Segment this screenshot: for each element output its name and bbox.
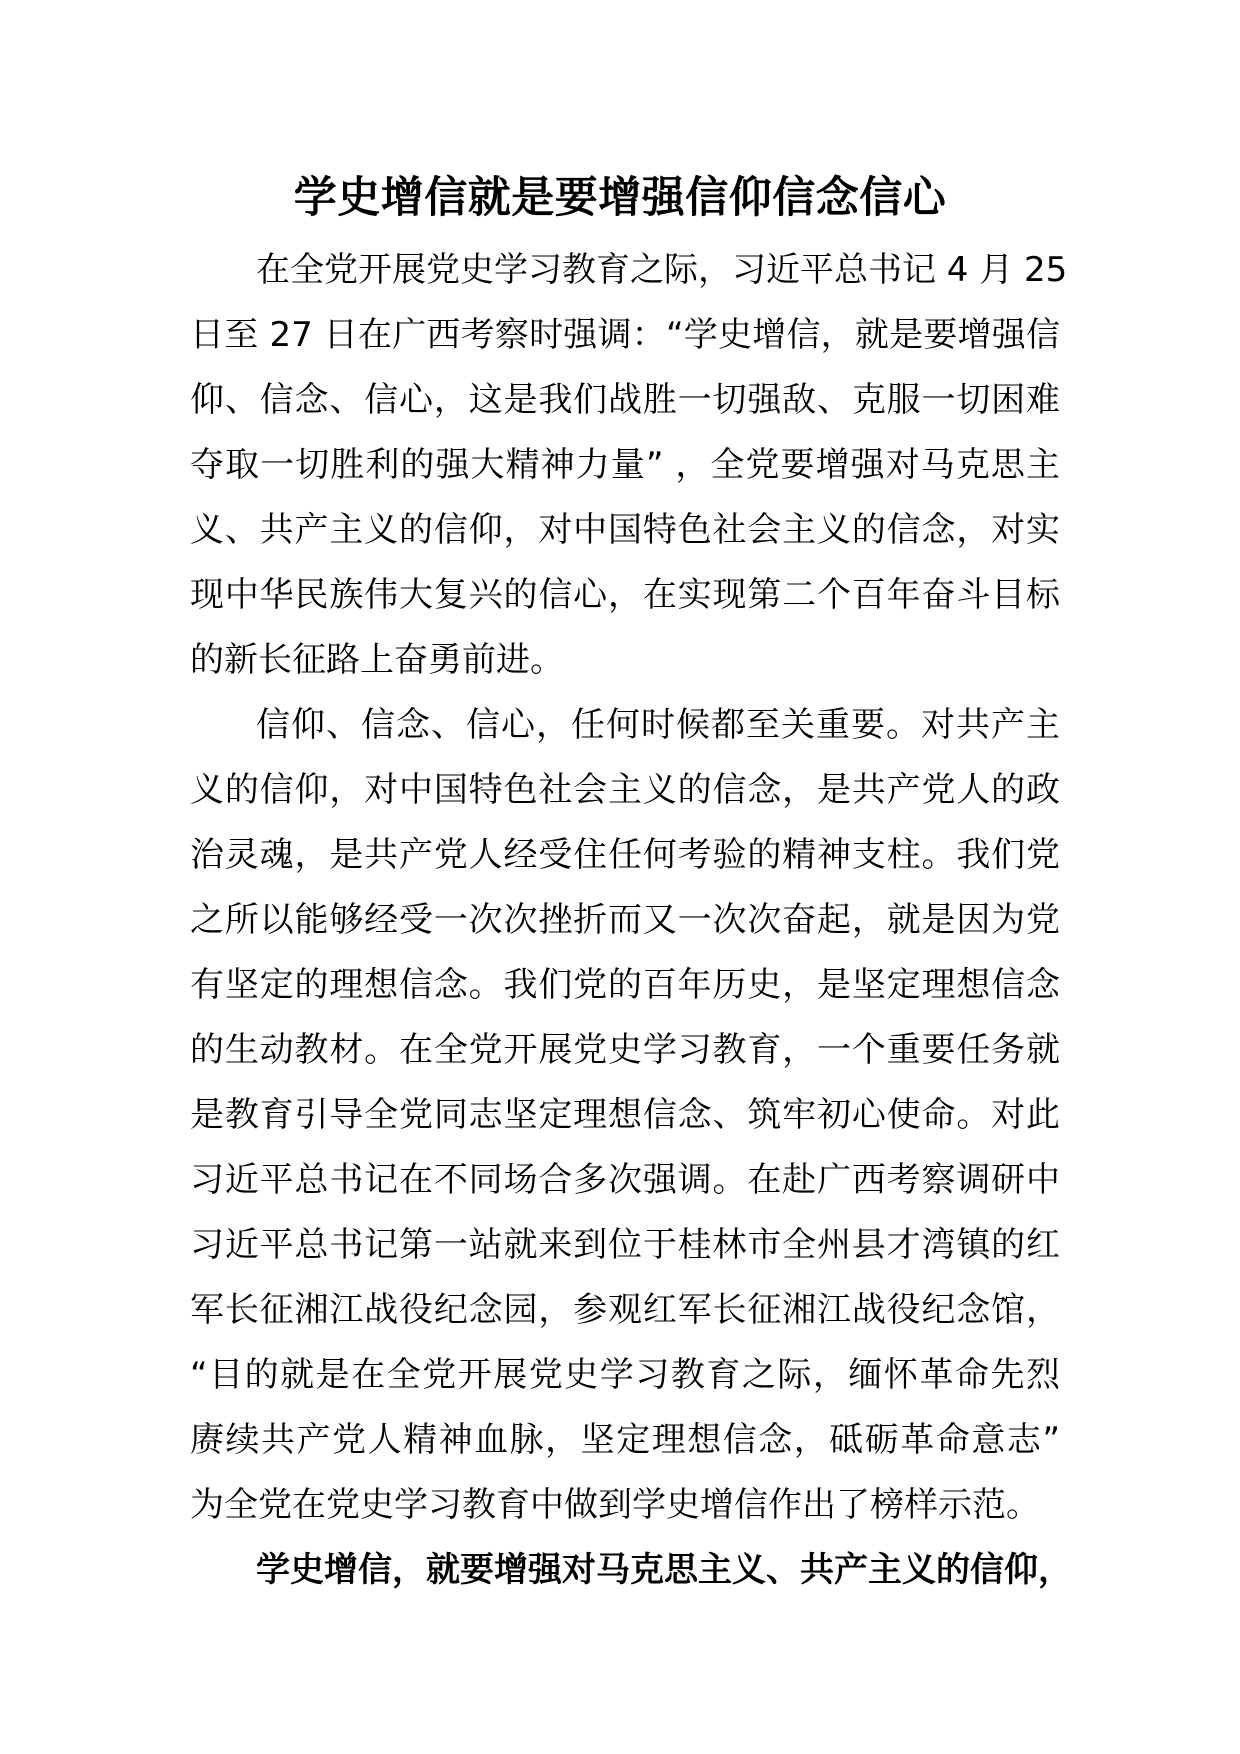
paragraph-line: 仰、信念、信心，这是我们战胜一切强敌、克服一切困难 xyxy=(190,380,1060,420)
paragraph-line: 在全党开展党史学习教育之际，习近平总书记 4 月 25 xyxy=(256,250,1068,290)
paragraph-line: 治灵魂，是共产党人经受住任何考验的精神支柱。我们党 xyxy=(190,835,1060,875)
paragraph-line: 习近平总书记第一站就来到位于桂林市全州县才湾镇的红 xyxy=(190,1225,1060,1265)
paragraph-line: 军长征湘江战役纪念园，参观红军长征湘江战役纪念馆， xyxy=(190,1290,1060,1330)
paragraph-line: 的生动教材。在全党开展党史学习教育，一个重要任务就 xyxy=(190,1030,1060,1070)
paragraph-line: 现中华民族伟大复兴的信心，在实现第二个百年奋斗目标 xyxy=(190,575,1060,615)
paragraph-line: 之所以能够经受一次次挫折而又一次次奋起，就是因为党 xyxy=(190,900,1060,940)
paragraph-line: 信仰、信念、信心，任何时候都至关重要。对共产主 xyxy=(256,705,1060,745)
document-body xyxy=(190,238,1072,1603)
paragraph-line: 日至 27 日在广西考察时强调：“学史增信，就是要增强信 xyxy=(190,315,1060,355)
paragraph-line: 赓续共产党人精神血脉，坚定理想信念，砥砺革命意志” xyxy=(190,1420,1060,1460)
paragraph-line: 义、共产主义的信仰，对中国特色社会主义的信念，对实 xyxy=(190,510,1060,550)
paragraph-line: 的新长征路上奋勇前进。 xyxy=(190,640,564,680)
paragraph-line: 是教育引导全党同志坚定理想信念、筑牢初心使命。对此 xyxy=(190,1095,1060,1135)
paragraph-line: 为全党在党史学习教育中做到学史增信作出了榜样示范。 xyxy=(190,1485,1040,1525)
section-lead-line: 学史增信，就要增强对马克思主义、共产主义的信仰， xyxy=(256,1550,1072,1590)
paragraph-line: 义的信仰，对中国特色社会主义的信念，是共产党人的政 xyxy=(190,770,1060,810)
document-title: 学史增信就是要增强信仰信念信心 xyxy=(293,173,947,223)
paragraph-line: 有坚定的理想信念。我们党的百年历史，是坚定理想信念 xyxy=(190,965,1060,1005)
paragraph-line: 习近平总书记在不同场合多次强调。在赴广西考察调研中 xyxy=(190,1160,1060,1200)
paragraph-line: “目的就是在全党开展党史学习教育之际，缅怀革命先烈 xyxy=(190,1355,1060,1395)
paragraph-line: 夺取一切胜利的强大精神力量” ，全党要增强对马克思主 xyxy=(190,445,1060,485)
